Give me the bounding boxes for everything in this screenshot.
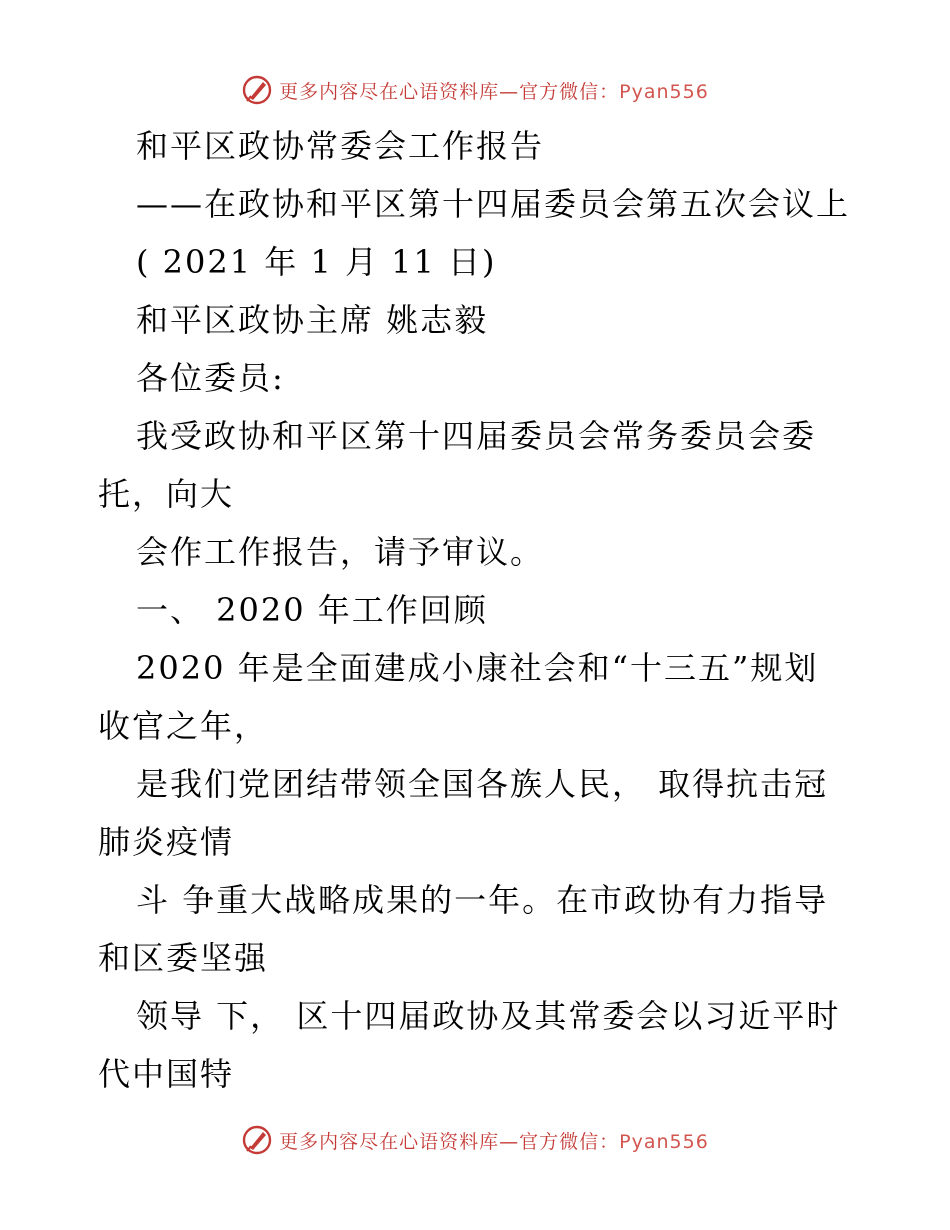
paragraph-line: 收官之年， bbox=[98, 707, 269, 745]
paragraph-line: 肺炎疫情 bbox=[98, 823, 235, 861]
paragraph-line: 会作工作报告，请予审议。 bbox=[136, 533, 545, 571]
watermark-text: 更多内容尽在心语资料库—官方微信： bbox=[279, 1130, 620, 1153]
quill-pen-logo-icon bbox=[241, 74, 273, 106]
paragraph-line: 斗 争重大战略成果的一年。在市政协有力指导 bbox=[136, 881, 829, 919]
document-greeting: 各位委员: bbox=[136, 359, 285, 397]
header-watermark bbox=[0, 72, 950, 108]
watermark-wechat-id: Pyan556 bbox=[619, 1130, 709, 1153]
paragraph-line: 是我们党团结带领全国各族人民， 取得抗击冠 bbox=[136, 765, 829, 803]
paragraph-line: 和区委坚强 bbox=[98, 939, 269, 977]
quill-pen-logo-icon bbox=[241, 1124, 273, 1156]
paragraph-line: 我受政协和平区第十四届委员会常务委员会委 bbox=[136, 417, 817, 455]
watermark-text: 更多内容尽在心语资料库—官方微信： bbox=[279, 80, 620, 103]
paragraph-line: 2020 年是全面建成小康社会和“十三五”规划 bbox=[136, 649, 819, 687]
paragraph-line: 代中国特 bbox=[98, 1055, 235, 1093]
paragraph-line: 领导 下， 区十四届政协及其常委会以习近平时 bbox=[136, 997, 841, 1035]
paragraph-line: 托，向大 bbox=[98, 475, 235, 513]
section-heading: 一、 2020 年工作回顾 bbox=[136, 591, 488, 629]
document-author: 和平区政协主席 姚志毅 bbox=[136, 301, 489, 339]
document-title: 和平区政协常委会工作报告 bbox=[136, 127, 545, 165]
document-subtitle: ——在政协和平区第十四届委员会第五次会议上 bbox=[136, 185, 851, 223]
watermark-wechat-id: Pyan556 bbox=[619, 80, 709, 103]
footer-watermark bbox=[0, 1122, 950, 1158]
document-date: ( 2021 年 1 月 11 日) bbox=[136, 243, 497, 281]
